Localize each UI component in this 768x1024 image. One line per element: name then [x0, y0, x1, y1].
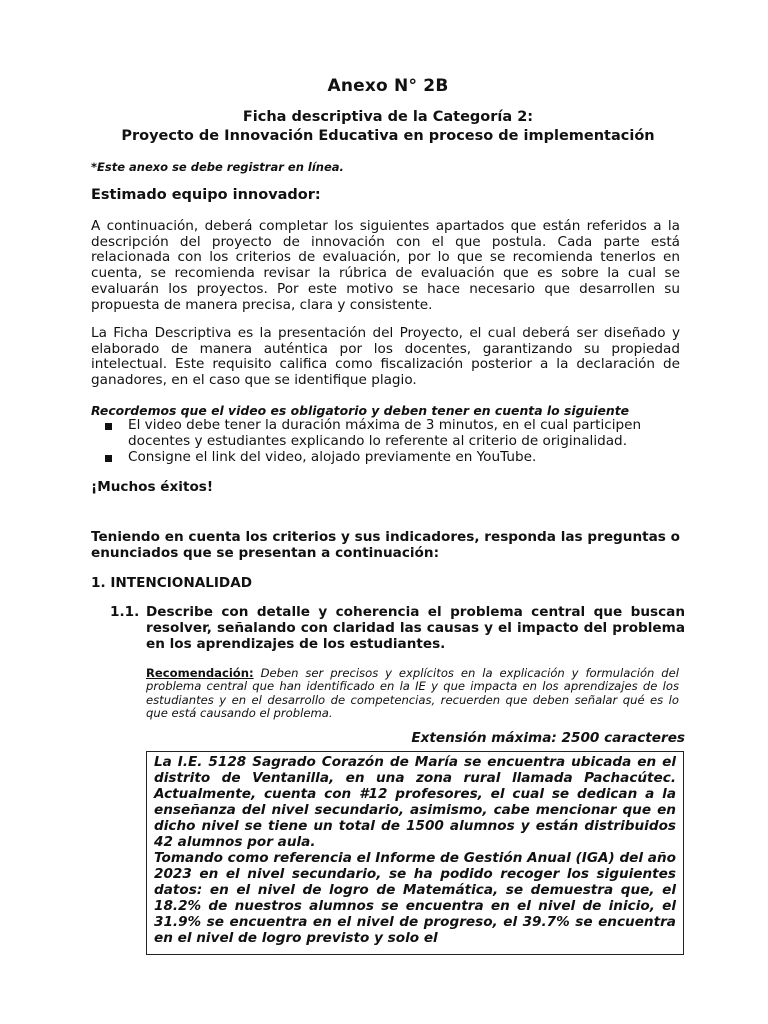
recommendation-label: Recomendación:	[146, 666, 254, 680]
criteria-instructions: Teniendo en cuenta los criterios y sus indicadores, responda las preguntas o enunciados que se presentan a continuación:	[91, 529, 680, 561]
answer-box[interactable]	[146, 751, 684, 955]
recommendation-text: Deben ser precisos y explícitos en la explicación y formulación del problema central que han identificado en la IE y que impacta en los aprendizajes de los estudiantes y en el desarrollo de competencias, recuerden que deben señalar qué es lo que está causando el problema.	[146, 666, 679, 721]
page-title: Anexo N° 2B	[327, 76, 449, 96]
bullet-square-icon	[105, 455, 112, 462]
page-subtitle	[91, 108, 685, 146]
list-item	[91, 450, 680, 466]
subtitle-line-1: Ficha descriptiva de la Categoría 2:	[242, 109, 534, 125]
section-heading	[91, 575, 252, 591]
section-number: 1.	[91, 575, 106, 591]
video-requirement-note: Recordemos que el video es obligatorio y deben tener en cuenta lo siguiente	[91, 403, 630, 418]
question-text: Describe con detalle y coherencia el problema central que buscan resolver, señalando con claridad las causas y el impacto del problema en los aprendizajes de los estudiantes.	[146, 604, 685, 652]
answer-paragraph-2: Tomando como referencia el Informe de Gestión Anual (IGA) del año 2023 en el nivel secundario, se ha podido recoger los siguientes datos: en el nivel de logro de Matemática, se demuestra que, el 18.2% de nuestros alumnos se encuentra en el nivel de inicio, el 31.9% se encuentra en el nivel de progreso, el 39.7% se encuentra en el nivel de logro previsto y solo el	[154, 850, 676, 946]
max-extension-label: Extensión máxima: 2500 caracteres	[411, 730, 685, 746]
video-requirements-list	[91, 418, 680, 467]
online-registration-note: *Este anexo se debe registrar en línea.	[91, 160, 344, 174]
ficha-paragraph: La Ficha Descriptiva es la presentación del Proyecto, el cual deberá ser diseñado y elaborado de manera auténtica por los docentes, garantizando su propiedad intelectual. Este requisito califica como fiscalización posterior a la declaración de ganadores, en el caso que se identifique plagio.	[91, 325, 680, 389]
section-title: INTENCIONALIDAD	[110, 575, 253, 591]
closing-line: ¡Muchos éxitos!	[91, 479, 214, 495]
greeting: Estimado equipo innovador:	[91, 187, 321, 203]
list-item	[91, 418, 680, 449]
bullet-square-icon	[105, 423, 112, 430]
recommendation	[146, 667, 679, 721]
answer-text	[147, 752, 683, 946]
list-item-text: El video debe tener la duración máxima de 3 minutos, en el cual participen docentes y estudiantes explicando lo referente al criterio de originalidad.	[128, 417, 642, 449]
subtitle-line-2: Proyecto de Innovación Educativa en proceso de implementación	[121, 128, 655, 144]
list-item-text: Consigne el link del video, alojado previamente en YouTube.	[128, 449, 537, 466]
question-number: 1.1.	[110, 604, 140, 620]
answer-paragraph-1: La I.E. 5128 Sagrado Corazón de María se encuentra ubicada en el distrito de Ventanilla, en una zona rural llamada Pachacútec. Actualmente, cuenta con #12 profesores, el cual se dedican a la enseñanza del nivel secundario, asimismo, cabe mencionar que en dicho nivel se tiene un total de 1500 alumnos y están distribuidos 42 alumnos por aula.	[154, 754, 676, 850]
intro-paragraph: A continuación, deberá completar los siguientes apartados que están referidos a la descripción del proyecto de innovación con el que postula. Cada parte está relacionada con los criterios de evaluación, por lo que se recomienda tenerlos en cuenta, se recomienda revisar la rúbrica de evaluación que es sobre la cual se evaluarán los proyectos. Por este motivo se hace necesario que desarrollen su propuesta de manera precisa, clara y consistente.	[91, 218, 680, 313]
